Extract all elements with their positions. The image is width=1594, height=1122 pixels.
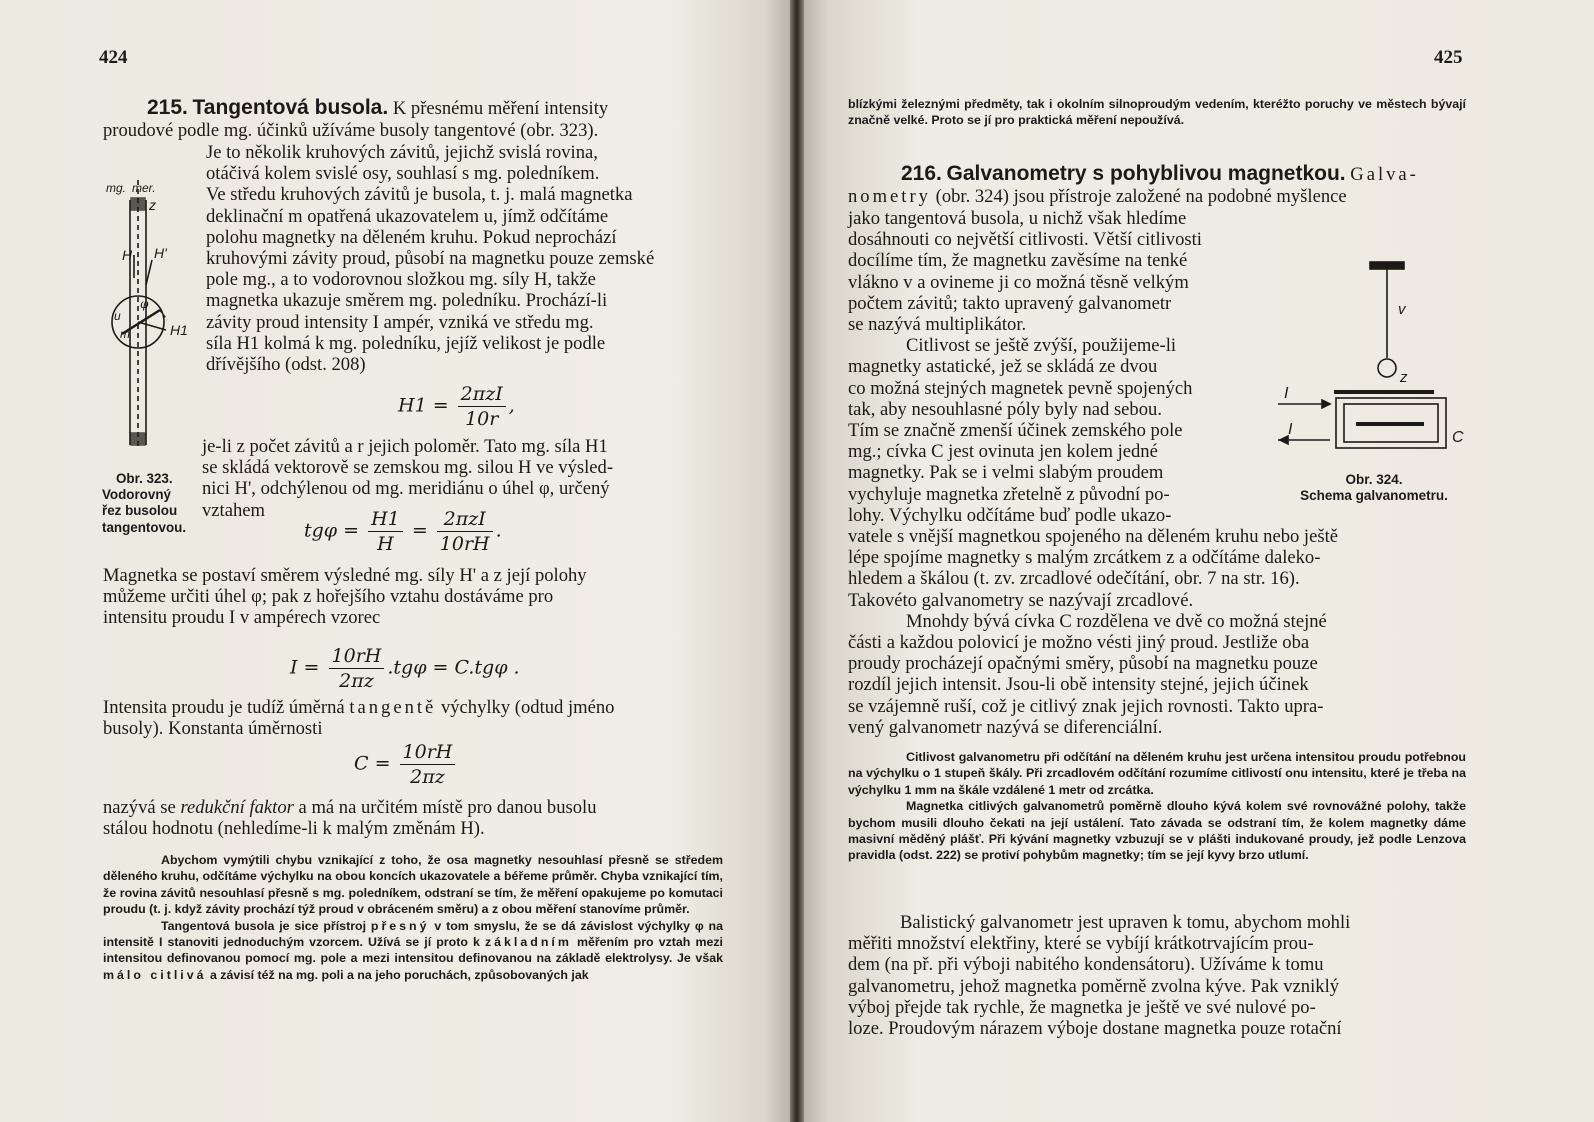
sec216-narrow-text	[848, 208, 1266, 526]
narrow-line-1: dosáhnouti co největší citlivosti. Větší citlivosti	[848, 229, 1202, 251]
book-gutter	[790, 0, 804, 1122]
small2-sp1: přesný	[370, 918, 430, 933]
sec215-line-1: proudové podle mg. účinků užíváme busoly tangentové (obr. 323).	[103, 120, 599, 141]
right-small-print	[848, 749, 1466, 864]
wide-line-0: vatele s vnější magnetkou spojeného na děleném kruhu nebo ještě	[848, 526, 1339, 547]
small2-sp2: základním	[484, 935, 572, 950]
sec215-line-6: polohu magnetky na děleném kruhu. Pokud neprochází	[206, 226, 617, 248]
narrow-line-3: vlákno v a ovineme ji co možná těsně velkým	[848, 271, 1189, 293]
equation-1	[398, 383, 515, 430]
after-eq1-line-1: se skládá vektorově se zemskou mg. silou H ve výsled-	[202, 457, 614, 479]
eq3-den: 2πz	[339, 670, 374, 692]
wide-line-2: hledem a škálou (t. zv. zrcadlové odečítání, obr. 7 na str. 16).	[848, 568, 1300, 590]
after-eq1-line-2: nici H', odchýlenou od mg. meridiánu o úhel φ, určený	[202, 478, 610, 500]
figure-323	[104, 160, 194, 460]
para4-c: stálou hodnotu (nehledíme-li k malým změnám H).	[103, 818, 485, 840]
sec216-heading-line	[848, 163, 1468, 185]
fig324-label-I-top: I	[1284, 385, 1289, 402]
sec215-narrow-text	[206, 142, 722, 375]
para3-a: Intensita proudu je tudíž úměrná	[103, 697, 345, 718]
page-number-right: 425	[1434, 47, 1463, 68]
para2-line-0: Magnetka se postaví směrem výsledné mg. síly H' a z její polohy	[103, 565, 587, 586]
narrow-line-0: jako tangentová busola, u nichž však hledíme	[848, 208, 1187, 229]
wide-line-5: části a každou polovicí je možno vésti jiný proud. Jestliže oba	[848, 632, 1310, 654]
sec216-line1-rest: (obr. 324) jsou přístroje založené na podobné myšlence	[935, 186, 1347, 207]
last-line-0: Balistický galvanometr jest upraven k tomu, abychom mohli	[900, 912, 1351, 933]
eq2-num2: 2πzI	[437, 508, 493, 532]
eq3-tail: .tgφ = C.tgφ .	[387, 656, 520, 679]
sec216-spaced-b: nometry	[848, 186, 931, 207]
fig323-caption-2: řez busolou	[102, 503, 178, 519]
narrow-line-9: tak, aby nesouhlasné póly byly nad sebou.	[848, 398, 1162, 420]
eq2-eq: =	[411, 519, 428, 542]
para-3	[103, 697, 723, 739]
fig323-label-H: H	[122, 247, 133, 263]
para2-line-2: intensitu proudu I v ampérech vzorec	[103, 607, 381, 629]
para-2	[103, 565, 723, 629]
eq2-den1: H	[377, 533, 394, 555]
eq4-num: 10rH	[400, 741, 456, 765]
fig324-label-z: z	[1400, 369, 1408, 386]
fig323-label-u: u	[114, 309, 121, 323]
para3-spaced: tangentě	[349, 697, 437, 718]
fig323-caption	[102, 471, 202, 536]
wide-line-3: Takovéto galvanometry se nazývají zrcadlové.	[848, 589, 1194, 611]
fig323-label-m: m	[120, 327, 130, 341]
para4-term: redukční faktor	[180, 797, 294, 818]
left-small-print	[103, 852, 723, 983]
narrow-line-13: vychyluje magnetka zřetelně z původní po-	[848, 483, 1170, 505]
sec215-line-12: dřívějšího (odst. 208)	[206, 354, 366, 376]
sec215-line-2: Je to několik kruhových závitů, jejichž svislá rovina,	[206, 142, 598, 163]
sec215-line-10: závity proud intensity I ampér, vzniká ve středu mg.	[206, 311, 594, 333]
fig324-caption	[1274, 472, 1474, 504]
para2-line-1: můžeme určiti úhel φ; pak z hořejšího vztahu dostáváme pro	[103, 586, 554, 608]
fig323-caption-3: tangentovou.	[102, 519, 187, 535]
fig323-label-H1: H1	[170, 322, 188, 338]
para3-c: busoly). Konstanta úměrnosti	[103, 718, 323, 740]
eq3-lhs: I =	[290, 656, 320, 679]
narrow-line-2: docílíme tím, že magnetku zavěsíme na tenké	[848, 250, 1188, 272]
fig323-caption-1: Vodorovný	[102, 487, 171, 503]
para-4	[103, 797, 723, 839]
fig323-caption-0: Obr. 323.	[116, 471, 173, 486]
equation-2	[304, 508, 502, 555]
fig324-caption-0: Obr. 324.	[1345, 472, 1403, 487]
narrow-line-4: počtem závitů; takto upravený galvanometr	[848, 292, 1172, 314]
eq1-lhs: H1 =	[398, 394, 449, 417]
sec216-line-1	[848, 186, 1468, 207]
right-top-small: blízkými železnými předměty, tak i okolním silnoproudým vedením, kteréžto poruchy ve městech bývají značně velké. Proto se jí pro praktická měření nepoužívá.	[848, 97, 1466, 128]
small2-a: Tangentová busola je sice přístroj	[161, 918, 367, 933]
fig323-label-phi: φ	[140, 297, 149, 311]
small-b: Magnetka citlivých galvanometrů poměrně dlouho kývá kolem své rovnovážné polohy, takže bychom musili dlouho čekati na její ustálení. Tato závada se odstraní tím, že kolem magnetky dáme masivní měděný plášť. Při kývání magnetky vzbuzují se v plášti indukované proudy, jež podle Lenzova pravidla (odst. 222) se protiví pohybům magnetky; tím se její kyvy brzo utlumí.	[848, 799, 1466, 863]
sec215-line-3: otáčivá kolem svislé osy, souhlasí s mg. poledníkem.	[206, 163, 600, 185]
small-a: Citlivost galvanometru při odčítání na děleném kruhu jest určena intensitou proudu potřebnou na výchylku o 1 stupeň škály. Při zrcadlovém odčítání rozumíme citlivostí onu intensitu, které je třeba na výchylku 1 mm na škále vzdálené 1 metr od zrcátka.	[848, 750, 1466, 797]
narrow-line-5: se nazývá multiplikátor.	[848, 314, 1027, 336]
wide-line-9: vený galvanometr nazývá se diferenciální.	[848, 716, 1163, 738]
last-line-5: loze. Proudovým nárazem výboje dostane magnetka pouze rotační	[848, 1018, 1342, 1040]
fig323-label-z: z	[149, 197, 156, 213]
last-line-2: dem (na př. při výboji nabitého kondensátoru). Užíváme k tomu	[848, 954, 1324, 976]
narrow-line-6: Citlivost se ještě zvýší, použijeme-li	[906, 335, 1177, 357]
left-page	[0, 0, 790, 1122]
sec215-line-4: Ve středu kruhových závitů je busola, t. j. malá magnetka	[206, 184, 633, 206]
para4-b: a má na určitém místě pro danou busolu	[298, 797, 597, 818]
eq1-den: 10r	[465, 408, 499, 430]
eq4-lhs: C =	[354, 752, 391, 775]
last-line-1: měřiti množství elektřiny, které se vybíjí krátkotrvajícím prou-	[848, 933, 1314, 955]
sec215-title: Tangentová busola.	[192, 96, 389, 119]
narrow-line-10: Tím se značně zmenší účinek zemského pole	[848, 420, 1183, 442]
sec215-heading-line	[103, 97, 723, 119]
fig324-label-C: C	[1452, 429, 1464, 446]
last-line-4: výboj přejde tak rychle, že magnetka je ještě ve své nulové po-	[848, 996, 1316, 1018]
small2-b: v tom smyslu, že se dá závislost výchylky φ na intensitě I stanoviti jednoduchým vzorcem. Užívá se jí proto k	[103, 918, 723, 950]
eq1-tail: ,	[508, 394, 515, 417]
para3-b: výchylky (odtud jméno	[440, 697, 615, 718]
small2-c: měřením pro vztah mezi intensitou definovanou pomocí mg. pole a mezi intensitou definovanou na základě elektrolysy. Je však	[103, 935, 723, 966]
eq1-fraction	[458, 383, 506, 430]
narrow-line-14: lohy. Výchylku odčítáme buď podle ukazo-	[848, 504, 1172, 526]
right-page	[804, 0, 1594, 1122]
fig324-caption-1: Schema galvanometru.	[1300, 488, 1448, 503]
fig324-label-I-bottom: I	[1288, 421, 1293, 438]
sec215-number: 215.	[147, 96, 188, 119]
wide-line-8: se vzájemně ruší, což je citlivý znak jejich rovnosti. Takto upra-	[848, 695, 1324, 717]
eq2-den2: 10rH	[439, 533, 490, 555]
sec216-title: Galvanometry s pohyblivou magnetkou.	[946, 162, 1346, 185]
sec215-line-5: deklinační m opatřená ukazovatelem u, jímž odčítáme	[206, 205, 609, 227]
equation-4	[354, 741, 458, 788]
small1: Abychom vymýtili chybu vznikající z toho, že osa magnetky nesouhlasí přesně se středem děleného kruhu, odčítáme výchylku na obou koncích ukazovatele a béřeme průměr. Chyba vznikající tím, že rovina závitů nesouhlasí přesně s mg. poledníkem, odstraní se tím, že měření opakujeme po komutaci proudu (t. j. když závity prochází týž proud v obráceném směru) a z obou měření stanovíme průměr.	[103, 853, 723, 917]
after-eq1-line-3: vztahem	[202, 499, 265, 521]
eq2-lhs: tgφ =	[304, 519, 360, 542]
wide-line-7: rozdíl jejich intensit. Jsou-li obě intensity stejné, jejich účinek	[848, 674, 1309, 696]
sec215-line-11: síla H1 kolmá k mg. poledníku, jejíž velikost je podle	[206, 332, 606, 354]
sec215-line-7: kruhovými závity proud, působí na magnetku pouze zemské	[206, 248, 655, 270]
sec216-wide-text	[848, 526, 1468, 738]
fig324-label-v: v	[1398, 301, 1406, 318]
wide-line-6: proudy procházejí opačnými směry, působí na magnetku pouze	[848, 653, 1318, 675]
fig323-label-mg: mg.	[106, 181, 127, 195]
last-line-3: galvanometru, jehož magnetka poměrně zvolna kýve. Pak vzniklý	[848, 975, 1340, 997]
eq3-num: 10rH	[329, 645, 385, 669]
eq1-num: 2πzI	[458, 383, 506, 407]
fig323-label-H-prime: H'	[154, 245, 167, 261]
equation-3	[290, 645, 520, 692]
sec215-line-0: K přesnému měření intensity	[392, 98, 609, 119]
eq2-num1: H1	[368, 508, 403, 532]
sec215-line-9: magnetka ukazuje směrem mg. poledníku. Prochází-li	[206, 290, 608, 312]
sec215-line-8: pole mg., a to vodorovnou složkou mg. síly H, takže	[206, 269, 596, 291]
eq4-den: 2πz	[410, 766, 445, 788]
page-number-left: 424	[99, 47, 128, 68]
small2-d: a závisí též na mg. poli a na jeho poruchách, způsobovaných jak	[209, 967, 589, 982]
eq2-tail: .	[495, 519, 502, 542]
fig323-label-mer: mer.	[132, 181, 156, 195]
para4-a: nazývá se	[103, 797, 176, 818]
ballistic-paragraph	[848, 912, 1468, 1039]
narrow-line-7: magnetky astatické, jež se skládá ze dvou	[848, 356, 1158, 378]
wide-line-4: Mnohdy bývá cívka C rozdělena ve dvě co možná stejné	[906, 610, 1327, 632]
figure-324	[1274, 258, 1484, 458]
narrow-line-11: mg.; cívka C jest ovinuta jen kolem jedné	[848, 441, 1158, 463]
after-eq1-line-0: je-li z počet závitů a r jejich poloměr. Tato mg. síla H1	[202, 436, 608, 457]
sec216-number: 216.	[901, 162, 942, 185]
narrow-line-12: magnetky. Pak se i velmi slabým proudem	[848, 462, 1164, 484]
wide-line-1: lépe spojíme magnetky s malým zrcátkem z a odčítáme daleko-	[848, 547, 1321, 569]
small2-sp3: málo citlivá	[103, 967, 207, 982]
narrow-line-8: co možná stejných magnetek pevně spojených	[848, 377, 1193, 399]
sec216-spaced-a: Galva-	[1350, 164, 1419, 185]
